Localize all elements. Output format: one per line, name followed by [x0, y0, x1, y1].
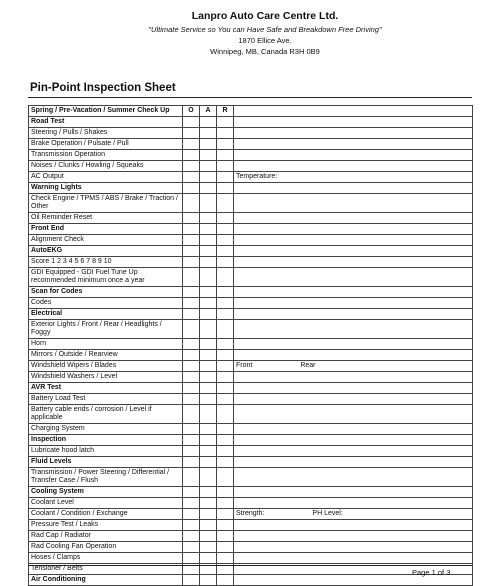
- check-box-a[interactable]: [200, 172, 217, 183]
- check-box-a[interactable]: [200, 246, 217, 257]
- check-box-a[interactable]: [200, 268, 217, 287]
- notes-cell[interactable]: [234, 520, 473, 531]
- table-row: [29, 320, 473, 339]
- check-box-r[interactable]: [217, 498, 234, 509]
- check-box-a[interactable]: [200, 287, 217, 298]
- notes-cell[interactable]: [234, 542, 473, 553]
- table-row: [29, 235, 473, 246]
- section-row: [29, 383, 473, 394]
- check-box-o[interactable]: [183, 246, 200, 257]
- check-box-a[interactable]: [200, 405, 217, 424]
- check-box-a[interactable]: [200, 161, 217, 172]
- notes-cell[interactable]: [234, 213, 473, 224]
- check-box-r[interactable]: [217, 435, 234, 446]
- check-box-r[interactable]: [217, 361, 234, 372]
- inspection-item: Pressure Test / Leaks: [29, 520, 183, 531]
- check-box-a[interactable]: [200, 361, 217, 372]
- inspection-item: Hoses / Clamps: [29, 553, 183, 564]
- table-row: [29, 361, 473, 372]
- section-title: Electrical: [29, 309, 183, 320]
- inspection-item: Noises / Clunks / Howling / Squeaks: [29, 161, 183, 172]
- inspection-item: Rad Cooling Fan Operation: [29, 542, 183, 553]
- check-box-o[interactable]: [183, 309, 200, 320]
- notes-cell[interactable]: [234, 487, 473, 498]
- letterhead: [0, 10, 500, 56]
- notes-cell[interactable]: [234, 224, 473, 235]
- check-box-r[interactable]: [217, 405, 234, 424]
- notes-cell[interactable]: [234, 531, 473, 542]
- section-title: AutoEKG: [29, 246, 183, 257]
- check-box-a[interactable]: [200, 150, 217, 161]
- inspection-item: GDI Equipped - GDI Fuel Tune Up recommended minimum once a year: [29, 268, 183, 287]
- table-row: [29, 339, 473, 350]
- inspection-item: AC Output: [29, 172, 183, 183]
- check-box-r[interactable]: [217, 424, 234, 435]
- check-box-a[interactable]: [200, 298, 217, 309]
- check-box-a[interactable]: [200, 183, 217, 194]
- inspection-item: Battery cable ends / corrosion / Level if applicable: [29, 405, 183, 424]
- table-row: [29, 405, 473, 424]
- check-box-a[interactable]: [200, 394, 217, 405]
- section-title: AVR Test: [29, 383, 183, 394]
- inspection-item: Exterior Lights / Front / Rear / Headlights / Foggy: [29, 320, 183, 339]
- check-box-a[interactable]: [200, 487, 217, 498]
- notes-cell[interactable]: [234, 298, 473, 309]
- check-box-o[interactable]: [183, 287, 200, 298]
- check-box-o[interactable]: [183, 487, 200, 498]
- notes-cell[interactable]: [234, 350, 473, 361]
- notes-cell[interactable]: [234, 446, 473, 457]
- check-box-o[interactable]: [183, 520, 200, 531]
- check-box-r[interactable]: [217, 183, 234, 194]
- table-row: [29, 298, 473, 309]
- check-box-r[interactable]: [217, 309, 234, 320]
- check-box-r[interactable]: [217, 339, 234, 350]
- notes-cell[interactable]: [234, 309, 473, 320]
- check-box-a[interactable]: [200, 509, 217, 520]
- check-box-o[interactable]: [183, 257, 200, 268]
- check-box-a[interactable]: [200, 235, 217, 246]
- section-title: Fluid Levels: [29, 457, 183, 468]
- check-box-o[interactable]: [183, 117, 200, 128]
- check-box-o[interactable]: [183, 150, 200, 161]
- check-box-a[interactable]: [200, 117, 217, 128]
- check-box-o[interactable]: [183, 531, 200, 542]
- notes-label-secondary: Rear: [300, 362, 316, 369]
- section-title: Air Conditioning: [29, 575, 183, 586]
- notes-cell[interactable]: [234, 468, 473, 487]
- table-row: [29, 172, 473, 183]
- notes-cell[interactable]: [234, 394, 473, 405]
- check-box-o[interactable]: [183, 128, 200, 139]
- check-box-r[interactable]: [217, 224, 234, 235]
- check-box-r[interactable]: [217, 298, 234, 309]
- check-box-r[interactable]: [217, 128, 234, 139]
- check-box-o[interactable]: [183, 405, 200, 424]
- section-title: Road Test: [29, 117, 183, 128]
- check-box-o[interactable]: [183, 224, 200, 235]
- table-row: [29, 257, 473, 268]
- check-box-o[interactable]: [183, 183, 200, 194]
- check-box-o[interactable]: [183, 383, 200, 394]
- check-box-a[interactable]: [200, 575, 217, 586]
- check-box-r[interactable]: [217, 383, 234, 394]
- notes-cell[interactable]: [234, 194, 473, 213]
- check-box-a[interactable]: [200, 457, 217, 468]
- address-line-1: 1870 Ellice Ave.: [238, 36, 292, 45]
- check-box-o[interactable]: [183, 542, 200, 553]
- check-box-o[interactable]: [183, 435, 200, 446]
- check-box-a[interactable]: [200, 320, 217, 339]
- section-title: Warning Lights: [29, 183, 183, 194]
- inspection-table: [28, 105, 473, 586]
- table-row: [29, 128, 473, 139]
- check-box-r[interactable]: [217, 213, 234, 224]
- check-box-r[interactable]: [217, 246, 234, 257]
- header-o: O: [183, 106, 200, 117]
- check-box-o[interactable]: [183, 298, 200, 309]
- table-row: [29, 498, 473, 509]
- table-row: [29, 268, 473, 287]
- check-box-a[interactable]: [200, 350, 217, 361]
- table-row: [29, 350, 473, 361]
- notes-cell[interactable]: [234, 498, 473, 509]
- section-row: [29, 117, 473, 128]
- check-box-r[interactable]: [217, 542, 234, 553]
- check-box-r[interactable]: [217, 509, 234, 520]
- table-row: [29, 139, 473, 150]
- notes-cell[interactable]: [234, 509, 473, 520]
- check-box-a[interactable]: [200, 139, 217, 150]
- check-box-r[interactable]: [217, 457, 234, 468]
- notes-cell[interactable]: [234, 287, 473, 298]
- table-row: [29, 194, 473, 213]
- check-box-a[interactable]: [200, 553, 217, 564]
- notes-cell[interactable]: [234, 172, 473, 183]
- notes-cell[interactable]: [234, 128, 473, 139]
- notes-cell[interactable]: [234, 117, 473, 128]
- check-box-a[interactable]: [200, 520, 217, 531]
- check-box-r[interactable]: [217, 553, 234, 564]
- section-row: [29, 246, 473, 257]
- notes-cell[interactable]: [234, 372, 473, 383]
- notes-cell[interactable]: [234, 183, 473, 194]
- table-row: [29, 213, 473, 224]
- check-box-o[interactable]: [183, 498, 200, 509]
- section-title: Front End: [29, 224, 183, 235]
- check-box-o[interactable]: [183, 268, 200, 287]
- check-box-o[interactable]: [183, 394, 200, 405]
- check-box-r[interactable]: [217, 268, 234, 287]
- check-box-r[interactable]: [217, 161, 234, 172]
- inspection-item: Coolant Level: [29, 498, 183, 509]
- inspection-item: Horn: [29, 339, 183, 350]
- table-row: [29, 542, 473, 553]
- sheet-title: Pin-Point Inspection Sheet: [30, 82, 176, 94]
- table-header-row: [29, 106, 473, 117]
- section-row: [29, 183, 473, 194]
- notes-cell[interactable]: [234, 435, 473, 446]
- check-box-a[interactable]: [200, 531, 217, 542]
- section-row: [29, 487, 473, 498]
- table-row: [29, 553, 473, 564]
- check-box-r[interactable]: [217, 139, 234, 150]
- table-row: [29, 424, 473, 435]
- inspection-item: Lubricate hood latch: [29, 446, 183, 457]
- section-row: [29, 224, 473, 235]
- company-tagline: "Ultimate Service so You can Have Safe and Breakdown Free Driving": [148, 25, 382, 34]
- inspection-item: Transmission Operation: [29, 150, 183, 161]
- check-box-o[interactable]: [183, 509, 200, 520]
- inspection-item: Codes: [29, 298, 183, 309]
- section-row: [29, 435, 473, 446]
- check-box-a[interactable]: [200, 435, 217, 446]
- notes-cell[interactable]: [234, 457, 473, 468]
- check-box-o[interactable]: [183, 161, 200, 172]
- inspection-item: Coolant / Condition / Exchange: [29, 509, 183, 520]
- check-box-r[interactable]: [217, 194, 234, 213]
- check-box-r[interactable]: [217, 150, 234, 161]
- check-box-o[interactable]: [183, 235, 200, 246]
- check-box-r[interactable]: [217, 117, 234, 128]
- check-box-o[interactable]: [183, 468, 200, 487]
- check-box-o[interactable]: [183, 457, 200, 468]
- header-a: A: [200, 106, 217, 117]
- check-box-r[interactable]: [217, 320, 234, 339]
- inspection-item: Charging System: [29, 424, 183, 435]
- check-box-o[interactable]: [183, 172, 200, 183]
- check-box-a[interactable]: [200, 468, 217, 487]
- notes-cell[interactable]: [234, 424, 473, 435]
- notes-label: Front: [236, 362, 253, 369]
- check-box-a[interactable]: [200, 224, 217, 235]
- table-row: [29, 520, 473, 531]
- check-box-r[interactable]: [217, 287, 234, 298]
- check-box-r[interactable]: [217, 520, 234, 531]
- table-row: [29, 394, 473, 405]
- check-box-r[interactable]: [217, 446, 234, 457]
- notes-cell[interactable]: [234, 268, 473, 287]
- check-box-r[interactable]: [217, 235, 234, 246]
- check-box-r[interactable]: [217, 487, 234, 498]
- check-box-a[interactable]: [200, 213, 217, 224]
- check-box-a[interactable]: [200, 372, 217, 383]
- inspection-item: Score 1 2 3 4 5 6 7 8 9 10: [29, 257, 183, 268]
- check-box-o[interactable]: [183, 372, 200, 383]
- inspection-item: Windshield Wipers / Blades: [29, 361, 183, 372]
- check-box-r[interactable]: [217, 575, 234, 586]
- inspection-item: Rad Cap / Radiator: [29, 531, 183, 542]
- inspection-item: Transmission / Power Steering / Differential / Transfer Case / Flush: [29, 468, 183, 487]
- check-box-o[interactable]: [183, 575, 200, 586]
- notes-label: Strength:: [236, 510, 265, 517]
- section-row: [29, 575, 473, 586]
- section-row: [29, 309, 473, 320]
- notes-label-secondary: PH Level:: [312, 510, 343, 517]
- check-box-a[interactable]: [200, 446, 217, 457]
- header-r: R: [217, 106, 234, 117]
- table-row: [29, 531, 473, 542]
- inspection-item: Check Engine / TPMS / ABS / Brake / Traction / Other: [29, 194, 183, 213]
- notes-cell[interactable]: [234, 361, 473, 372]
- check-box-o[interactable]: [183, 553, 200, 564]
- notes-cell[interactable]: [234, 246, 473, 257]
- notes-cell[interactable]: [234, 383, 473, 394]
- check-box-o[interactable]: [183, 446, 200, 457]
- section-title: Inspection: [29, 435, 183, 446]
- header-item: Spring / Pre-Vacation / Summer Check Up: [29, 106, 183, 117]
- notes-cell[interactable]: [234, 139, 473, 150]
- inspection-item: Windshield Washers / Level: [29, 372, 183, 383]
- table-row: [29, 509, 473, 520]
- inspection-item: Brake Operation / Pulsate / Pull: [29, 139, 183, 150]
- check-box-a[interactable]: [200, 194, 217, 213]
- top-divider: [28, 97, 472, 98]
- table-row: [29, 446, 473, 457]
- check-box-a[interactable]: [200, 309, 217, 320]
- inspection-item: Battery Load Test: [29, 394, 183, 405]
- notes-cell[interactable]: [234, 235, 473, 246]
- check-box-r[interactable]: [217, 172, 234, 183]
- check-box-o[interactable]: [183, 339, 200, 350]
- inspection-item: Oil Reminder Reset: [29, 213, 183, 224]
- check-box-r[interactable]: [217, 257, 234, 268]
- check-box-a[interactable]: [200, 128, 217, 139]
- inspection-item: Tensioner / Belts: [29, 564, 183, 575]
- check-box-a[interactable]: [200, 424, 217, 435]
- notes-cell[interactable]: [234, 339, 473, 350]
- section-title: Scan for Codes: [29, 287, 183, 298]
- table-row: [29, 150, 473, 161]
- table-row: [29, 372, 473, 383]
- check-box-r[interactable]: [217, 394, 234, 405]
- check-box-a[interactable]: [200, 383, 217, 394]
- check-box-a[interactable]: [200, 498, 217, 509]
- check-box-r[interactable]: [217, 372, 234, 383]
- check-box-a[interactable]: [200, 257, 217, 268]
- check-box-o[interactable]: [183, 424, 200, 435]
- page-number: Page 1 of 3: [412, 568, 451, 577]
- inspection-item: Mirrors / Outside / Rearview: [29, 350, 183, 361]
- check-box-o[interactable]: [183, 213, 200, 224]
- check-box-r[interactable]: [217, 468, 234, 487]
- check-box-r[interactable]: [217, 350, 234, 361]
- check-box-o[interactable]: [183, 194, 200, 213]
- check-box-o[interactable]: [183, 320, 200, 339]
- header-notes: [234, 106, 473, 117]
- company-name: Lanpro Auto Care Centre Ltd.: [191, 10, 339, 22]
- notes-cell[interactable]: [234, 553, 473, 564]
- check-box-a[interactable]: [200, 339, 217, 350]
- section-row: [29, 287, 473, 298]
- check-box-o[interactable]: [183, 139, 200, 150]
- check-box-a[interactable]: [200, 542, 217, 553]
- notes-cell[interactable]: [234, 257, 473, 268]
- section-title: Cooling System: [29, 487, 183, 498]
- notes-cell[interactable]: [234, 320, 473, 339]
- table-row: [29, 161, 473, 172]
- check-box-o[interactable]: [183, 361, 200, 372]
- check-box-o[interactable]: [183, 350, 200, 361]
- check-box-r[interactable]: [217, 531, 234, 542]
- notes-label: Temperature:: [236, 173, 278, 180]
- inspection-item: Alignment Check: [29, 235, 183, 246]
- section-row: [29, 457, 473, 468]
- bottom-divider: [28, 565, 472, 566]
- address-line-2: Winnipeg, MB, Canada R3H 0B9: [210, 47, 320, 56]
- notes-cell[interactable]: [234, 161, 473, 172]
- inspection-item: Steering / Pulls / Shakes: [29, 128, 183, 139]
- notes-cell[interactable]: [234, 150, 473, 161]
- table-row: [29, 468, 473, 487]
- notes-cell[interactable]: [234, 405, 473, 424]
